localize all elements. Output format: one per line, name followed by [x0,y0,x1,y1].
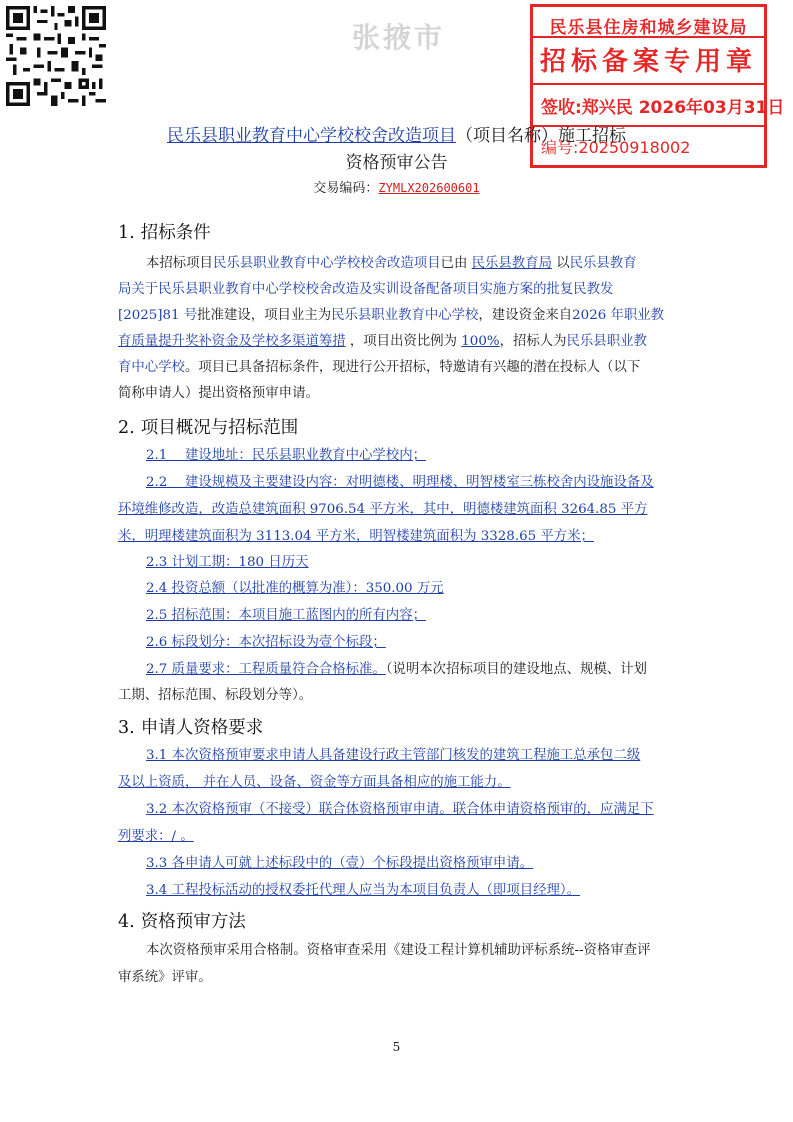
trade-code-line [0,177,793,196]
stamp-number: 编号:20250918002 [541,138,691,157]
paragraph-line: 简称申请人）提出资格预审申请。 [118,386,319,401]
paragraph-line: 工期、招标范围、标段划分等）。 [118,688,313,703]
list-item: 3.1 本次资格预审要求申请人具备建设行政主管部门核发的建筑工程施工总承包二级 [146,748,641,763]
stamp-org: 民乐县住房和城乡建设局 [549,18,748,38]
section-heading: 4. 资格预审方法 [118,912,246,932]
list-item: 2.3 计划工期：180 日历天 [146,555,309,570]
trade-code-label: 交易编码： [313,181,379,196]
paragraph-line: 本招标项目民乐县职业教育中心学校校舍改造项目已由 民乐县教育局 以民乐县教育 [146,256,637,271]
project-name: 民乐县职业教育中心学校校舍改造项目 [167,126,456,146]
qr-code-icon [6,6,106,106]
section-heading: 2. 项目概况与招标范围 [118,418,299,438]
list-item: 2.1 建设地址：民乐县职业教育中心学校内； [146,448,426,463]
list-item: 及以上资质， 并在人员、设备、资金等方面具备相应的施工能力。 [118,775,511,790]
section-heading: 1. 招标条件 [118,223,211,243]
paragraph-line: 本次资格预审采用合格制。资格审查采用《建设工程计算机辅助评标系统--资格审查评 [146,943,651,958]
trade-code: ZYMLX202600601 [378,181,480,195]
list-item: 环境维修改造，改造总建筑面积 9706.54 平方米，其中，明德楼建筑面积 3264.85 平方 [118,502,648,517]
list-item: 列要求：/ 。 [118,829,194,844]
list-item: 3.2 本次资格预审（不接受）联合体资格预审申请。联合体申请资格预审的，应满足下 [146,802,654,817]
stamp-title: 招标备案专用章 [539,47,757,77]
list-item: 2.6 标段划分：本次招标设为壹个标段； [146,635,386,650]
document-title [0,121,793,146]
list-item: 2.7 质量要求：工程质量符合合格标准。（说明本次招标项目的建设地点、规模、计划 [146,662,647,677]
list-item: 3.3 各申请人可就上述标段中的（壹）个标段提出资格预审申请。 [146,856,534,871]
paragraph-line: 审系统》评审。 [118,970,212,985]
stamp-signature: 签收:郑兴民 2026年03月31日 [541,98,785,118]
title-suffix: （项目名称）施工招标 [456,126,626,146]
paragraph-line: 局关于民乐县职业教育中心学校校舍改造及实训设备配备项目实施方案的批复民教发 [118,282,614,297]
document-subtitle: 资格预审公告 [345,153,448,173]
paragraph-line: 育质量提升奖补资金及学校多渠道筹措 ，项目出资比例为 100%，招标人为民乐县职业教 [118,334,647,349]
list-item: 米，明理楼建筑面积为 3113.04 平方米，明智楼建筑面积为 3328.65 平方米； [118,529,594,544]
list-item: 2.5 招标范围：本项目施工蓝图内的所有内容； [146,608,426,623]
paragraph-line: [2025]81 号批准建设，项目业主为民乐县职业教育中心学校，建设资金来自2026 年职业教 [118,308,665,323]
paragraph-line: 育中心学校。项目已具备招标条件，现进行公开招标，特邀请有兴趣的潜在投标人（以下 [118,360,641,375]
list-item: 2.4 投资总额（以批准的概算为准）：350.00 万元 [146,581,444,596]
page-number: 5 [392,1040,401,1054]
city-watermark: 张掖市 [352,21,446,54]
list-item: 2.2 建设规模及主要建设内容：对明德楼、明理楼、明智楼室三栋校舍内设施设备及 [146,475,654,490]
list-item: 3.4 工程投标活动的授权委托代理人应当为本项目负责人（即项目经理）。 [146,883,580,898]
section-heading: 3. 申请人资格要求 [118,718,264,738]
